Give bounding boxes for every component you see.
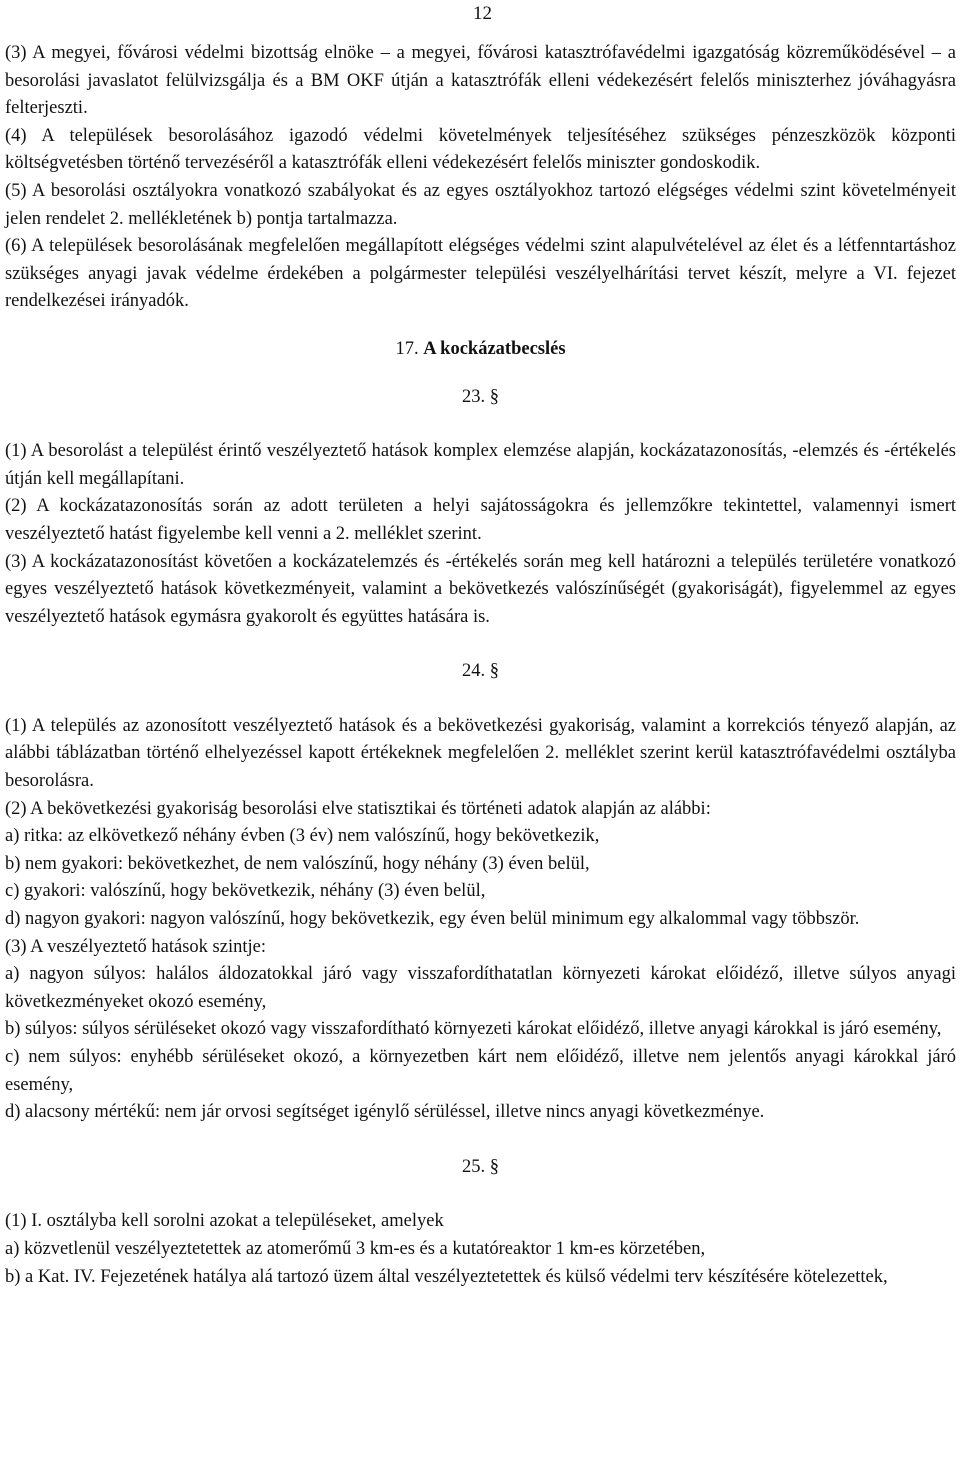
chapter-title: A kockázatbecslés [423,338,566,359]
list-item: c) nem súlyos: enyhébb sérüléseket okozó, a környezetben kárt nem előidéző, illetve nem jelentős anyagi károkkal járó esemény, [5,1047,956,1095]
document-body [5,40,956,1291]
list-item: d) alacsony mértékű: nem jár orvosi segítséget igénylő sérüléssel, illetve nincs anyagi következménye. [5,1102,765,1123]
page-number: 12 [473,3,492,24]
paragraph: (3) A kockázatazonosítást követően a kockázatelemzés és -értékelés során meg kell határozni a település területére vonatkozó egyes veszélyeztető hatások következményeit, valamint a bekövetkezés valószínűségét (gyakoriságát), figyelemmel az egyes veszélyeztető hatások egymásra gyakorolt és együttes hatására is. [5,551,956,627]
list-item: b) súlyos: súlyos sérüléseket okozó vagy visszafordítható környezeti károkat előidéző, illetve anyagi károkkal is járó esemény, [5,1019,942,1040]
section-label-23: 23. § [462,386,499,407]
paragraph: (4) A települések besorolásához igazodó védelmi követelmények teljesítéséhez szükséges pénzeszközök központi költségvetésben történő tervezéséről a katasztrófák elleni védekezésért felelős miniszter gondoskodik. [5,125,956,174]
list-item: a) közvetlenül veszélyeztetettek az atomerőmű 3 km-es és a kutatóreaktor 1 km-es körzetében, [5,1238,706,1259]
chapter-number: 17. [395,338,419,359]
paragraph: (1) A település az azonosított veszélyeztető hatások és a bekövetkezési gyakoriság, valamint a korrekciós tényező alapján, az alábbi táblázatban történő elhelyezéssel kapott értékeknek megfelelően 2. melléklet szerint kerül katasztrófavédelmi osztályba besorolásra. [5,715,956,792]
list-item: a) ritka: az elkövetkező néhány évben (3 év) nem valószínű, hogy bekövetkezik, [5,826,600,847]
list-item: a) nagyon súlyos: halálos áldozatokkal járó vagy visszafordíthatatlan környezeti károkat előidéző, illetve súlyos anyagi következményeket okozó esemény, [5,964,956,1012]
list-item: b) a Kat. IV. Fejezetének hatálya alá tartozó üzem által veszélyeztetettek és külső védelmi terv készítésére kötelezettek, [5,1266,888,1287]
chapter-heading [5,336,956,364]
paragraph: (3) A megyei, fővárosi védelmi bizottság elnöke – a megyei, fővárosi katasztrófavédelmi igazgatóság közreműködésével – a besorolási javaslatot felülvizsgálja és a BM OKF útján a katasztrófák elleni védekezésért felelős miniszterhez jóváhagyásra felterjeszti. [5,43,956,119]
list-item: c) gyakori: valószínű, hogy bekövetkezik, néhány (3) éven belül, [5,881,486,902]
list-item: b) nem gyakori: bekövetkezhet, de nem valószínű, hogy néhány (3) éven belül, [5,853,590,874]
section-label-24: 24. § [462,661,499,682]
paragraph: (2) A kockázatazonosítás során az adott területen a helyi sajátosságokra és jellemzőkre tekintettel, valamennyi ismert veszélyeztető hatást figyelembe kell venni a 2. melléklet szerint. [5,496,956,544]
paragraph: (1) A besorolást a települést érintő veszélyeztető hatások komplex elemzése alapján, kockázatazonosítás, -elemzés és -értékelés útján kell megállapítani. [5,441,956,489]
paragraph: (2) A bekövetkezési gyakoriság besorolási elve statisztikai és történeti adatok alapján az alábbi: [5,798,711,819]
paragraph: (6) A települések besorolásának megfelelően megállapított elégséges védelmi szint alapulvételével az élet és a létfenntartáshoz szükséges anyagi javak védelme érdekében a polgármester települési veszélyelhárítási tervet készít, melyre a VI. fejezet rendelkezései irányadók. [5,236,956,312]
paragraph: (1) I. osztályba kell sorolni azokat a településeket, amelyek [5,1211,444,1232]
section-label-25: 25. § [462,1156,499,1177]
paragraph: (5) A besorolási osztályokra vonatkozó szabályokat és az egyes osztályokhoz tartozó elégséges védelmi szint követelményeit jelen rendelet 2. mellékletének b) pontja tartalmazza. [5,180,956,229]
list-item: d) nagyon gyakori: nagyon valószínű, hogy bekövetkezik, egy éven belül minimum egy alkalommal vagy többször. [5,909,860,930]
paragraph: (3) A veszélyeztető hatások szintje: [5,936,266,957]
